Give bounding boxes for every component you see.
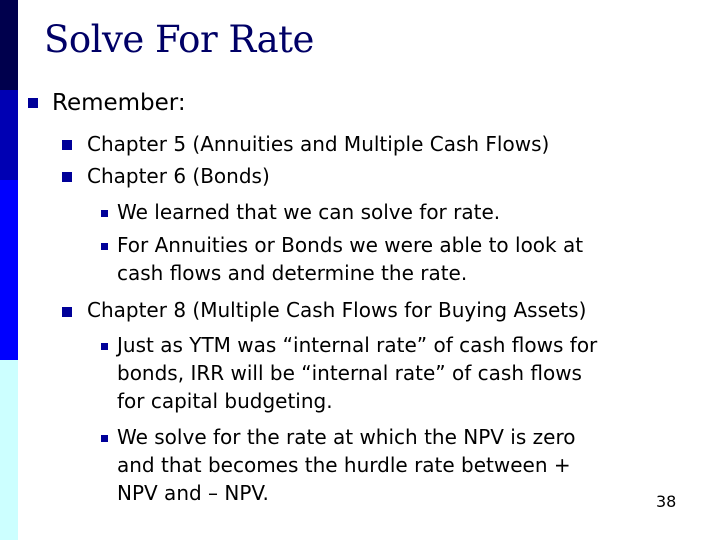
bullet-ch6-solve-rate: We learned that we can solve for rate.	[117, 200, 501, 224]
square-bullet-icon	[62, 140, 72, 150]
bullet-ch8-ytm-line3: for capital budgeting.	[117, 389, 333, 413]
bullet-ch8-ytm-line2: bonds, IRR will be “internal rate” of cash flows	[117, 361, 582, 385]
square-bullet-icon	[101, 435, 108, 442]
square-bullet-icon	[62, 172, 72, 182]
bullet-ch8-ytm-line1: Just as YTM was “internal rate” of cash flows for	[117, 333, 598, 357]
bullet-chapter-6: Chapter 6 (Bonds)	[87, 164, 270, 188]
side-bar-cyan-segment	[0, 360, 18, 540]
bullet-ch6-annuities-line1: For Annuities or Bonds we were able to look at	[117, 233, 584, 257]
square-bullet-icon	[101, 343, 108, 350]
square-bullet-icon	[28, 98, 38, 108]
slide-title: Solve For Rate	[44, 18, 314, 61]
bullet-ch8-npv-line2: and that becomes the hurdle rate between +	[117, 453, 571, 477]
side-bar-dark-blue-segment	[0, 90, 18, 180]
square-bullet-icon	[101, 243, 108, 250]
square-bullet-icon	[62, 307, 72, 317]
side-color-bar	[0, 0, 18, 540]
slide-number: 38	[656, 492, 677, 511]
bullet-chapter-5: Chapter 5 (Annuities and Multiple Cash Flows)	[87, 132, 550, 156]
bullet-chapter-8: Chapter 8 (Multiple Cash Flows for Buying Assets)	[87, 298, 587, 322]
bullet-ch8-npv-line3: NPV and – NPV.	[117, 481, 269, 505]
bullet-ch8-npv-line1: We solve for the rate at which the NPV is zero	[117, 425, 576, 449]
bullet-ch6-annuities-line2: cash flows and determine the rate.	[117, 261, 468, 285]
bullet-remember: Remember:	[52, 90, 186, 116]
side-bar-navy-segment	[0, 0, 18, 90]
square-bullet-icon	[101, 210, 108, 217]
side-bar-blue-segment	[0, 180, 18, 360]
